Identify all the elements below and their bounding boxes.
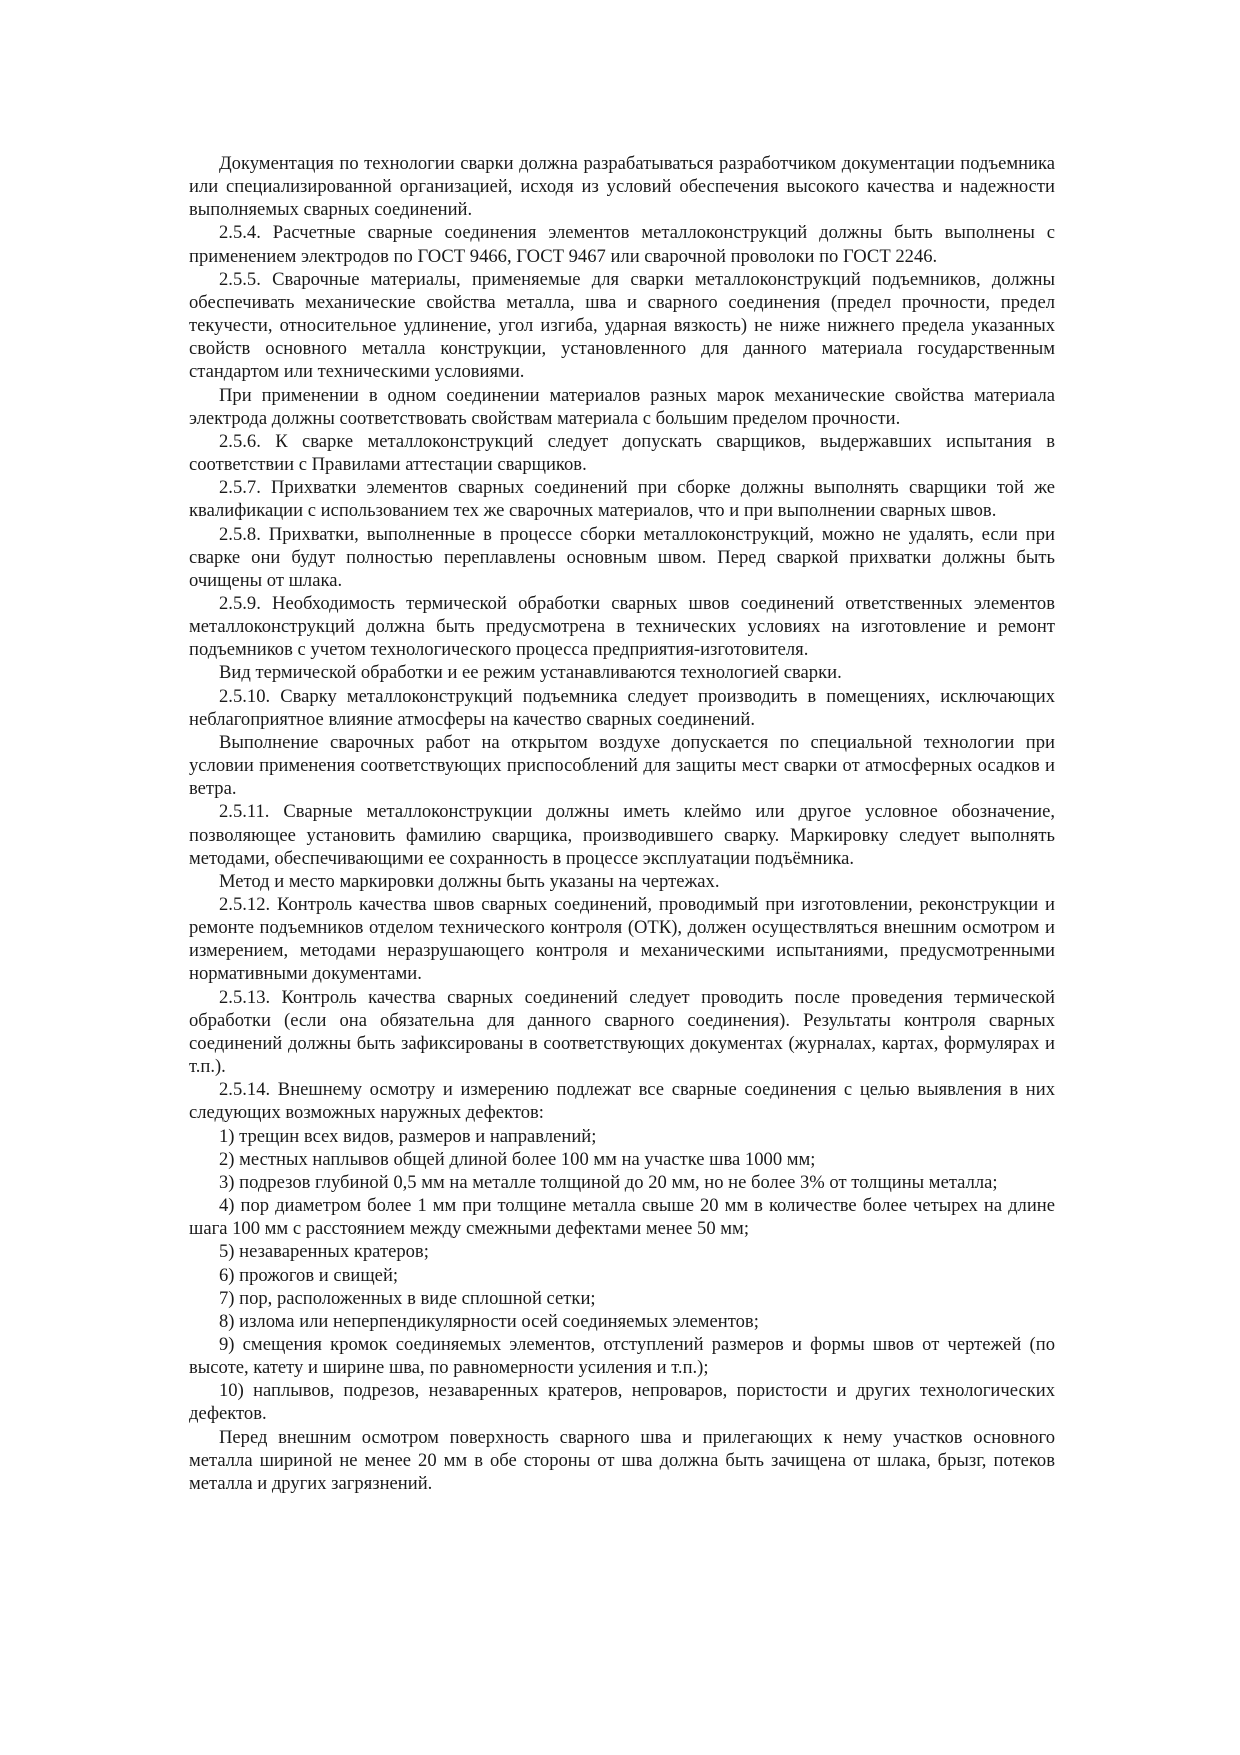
list-item-defect-8: 8) излома или неперпендикулярности осей соединяемых элементов; [219,1310,759,1332]
paragraph-2-5-6: 2.5.6. К сварке металлоконструкций следует допускать сварщиков, выдержавших испытания в соответствии с Правилами аттестации сварщиков. [189,430,1055,476]
list-item-defect-1: 1) трещин всех видов, размеров и направлений; [219,1125,597,1147]
paragraph-2-5-5: 2.5.5. Сварочные материалы, применяемые для сварки металлоконструкций подъемников, должны обеспечивать механические свойства металла, шва и сварного соединения (предел прочности, предел текучести, относительное удлинение, угол изгиба, ударная вязкость) не ниже нижнего предела указанных свойств основного металла конструкции, установленного для данного материала государственным стандартом или техническими условиями. [189,268,1055,383]
list-item-defect-2: 2) местных наплывов общей длиной более 100 мм на участке шва 1000 мм; [219,1148,816,1170]
paragraph-heat-treatment-mode: Вид термической обработки и ее режим устанавливаются технологией сварки. [219,662,842,684]
paragraph-2-5-12: 2.5.12. Контроль качества швов сварных соединений, проводимый при изготовлении, реконструкции и ремонте подъемников отделом технического контроля (ОТК), должен осуществляться внешним осмотром и измерением, методами неразрушающего контроля и механическими испытаниями, предусмотренными нормативными документами. [189,894,1055,985]
list-item-defect-10: 10) наплывов, подрезов, незаваренных кратеров, непроваров, пористости и других технологических дефектов. [189,1380,1055,1425]
paragraph-different-grades: При применении в одном соединении материалов разных марок механические свойства материала электрода должны соответствовать свойствам материала с большим пределом прочности. [189,384,1055,429]
paragraph-2-5-7: 2.5.7. Прихватки элементов сварных соединений при сборке должны выполнять сварщики той же квалификации с использованием тех же сварочных материалов, что и при выполнении сварных швов. [189,477,1055,522]
paragraph-2-5-13: 2.5.13. Контроль качества сварных соединений следует проводить после проведения термической обработки (если она обязательна для данного сварного соединения). Результаты контроля сварных соединений должны быть зафиксированы в соответствующих документах (журналах, картах, формулярах и т.п.). [189,986,1055,1078]
list-item-defect-7: 7) пор, расположенных в виде сплошной сетки; [219,1287,596,1309]
list-item-defect-4: 4) пор диаметром более 1 мм при толщине металла свыше 20 мм в количестве более четырех на длине шага 100 мм с расстоянием между смежными дефектами менее 50 мм; [189,1195,1055,1240]
paragraph-2-5-14: 2.5.14. Внешнему осмотру и измерению подлежат все сварные соединения с целью выявления в них следующих возможных наружных дефектов: [189,1079,1055,1124]
paragraph-welding-documentation: Документация по технологии сварки должна разрабатываться разработчиком документации подъемника или специализированной организацией, исходя из условий обеспечения высокого качества и надежности выполняемых сварных соединений. [189,153,1055,221]
paragraph-2-5-8: 2.5.8. Прихватки, выполненные в процессе сборки металлоконструкций, можно не удалять, если при сварке они будут полностью переплавлены основным швом. Перед сваркой прихватки должны быть очищены от шлака. [189,523,1055,591]
paragraph-surface-cleaning: Перед внешним осмотром поверхность сварного шва и прилегающих к нему участков основного металла шириной не менее 20 мм в обе стороны от шва должна быть зачищена от шлака, брызг, потеков металла и других загрязнений. [189,1426,1055,1494]
document-page [189,152,1055,1495]
list-item-defect-9: 9) смещения кромок соединяемых элементов, отступлений размеров и формы швов от чертежей (по высоте, катету и ширине шва, по равномерности усиления и т.п.); [189,1333,1055,1379]
list-item-defect-5: 5) незаваренных кратеров; [219,1241,429,1263]
paragraph-2-5-10: 2.5.10. Сварку металлоконструкций подъемника следует производить в помещениях, исключающих неблагоприятное влияние атмосферы на качество сварных соединений. [189,685,1055,730]
list-item-defect-3: 3) подрезов глубиной 0,5 мм на металле толщиной до 20 мм, но не более 3% от толщины металла; [219,1171,998,1193]
paragraph-2-5-4: 2.5.4. Расчетные сварные соединения элементов металлоконструкций должны быть выполнены с применением электродов по ГОСТ 9466, ГОСТ 9467 или сварочной проволоки по ГОСТ 2246. [189,222,1055,267]
paragraph-2-5-9: 2.5.9. Необходимость термической обработки сварных швов соединений ответственных элементов металлоконструкций должна быть предусмотрена в технических условиях на изготовление и ремонт подъемников с учетом технологического процесса предприятия-изготовителя. [189,592,1055,661]
paragraph-marking-location: Метод и место маркировки должны быть указаны на чертежах. [219,870,720,892]
paragraph-2-5-11: 2.5.11. Сварные металлоконструкции должны иметь клеймо или другое условное обозначение, позволяющее установить фамилию сварщика, производившего сварку. Маркировку следует выполнять методами, обеспечивающими ее сохранность в процессе эксплуатации подъёмника. [189,801,1055,869]
list-item-defect-6: 6) прожогов и свищей; [219,1264,399,1286]
paragraph-outdoor-welding: Выполнение сварочных работ на открытом воздухе допускается по специальной технологии при условии применения соответствующих приспособлений для защиты мест сварки от атмосферных осадков и ветра. [189,731,1055,800]
